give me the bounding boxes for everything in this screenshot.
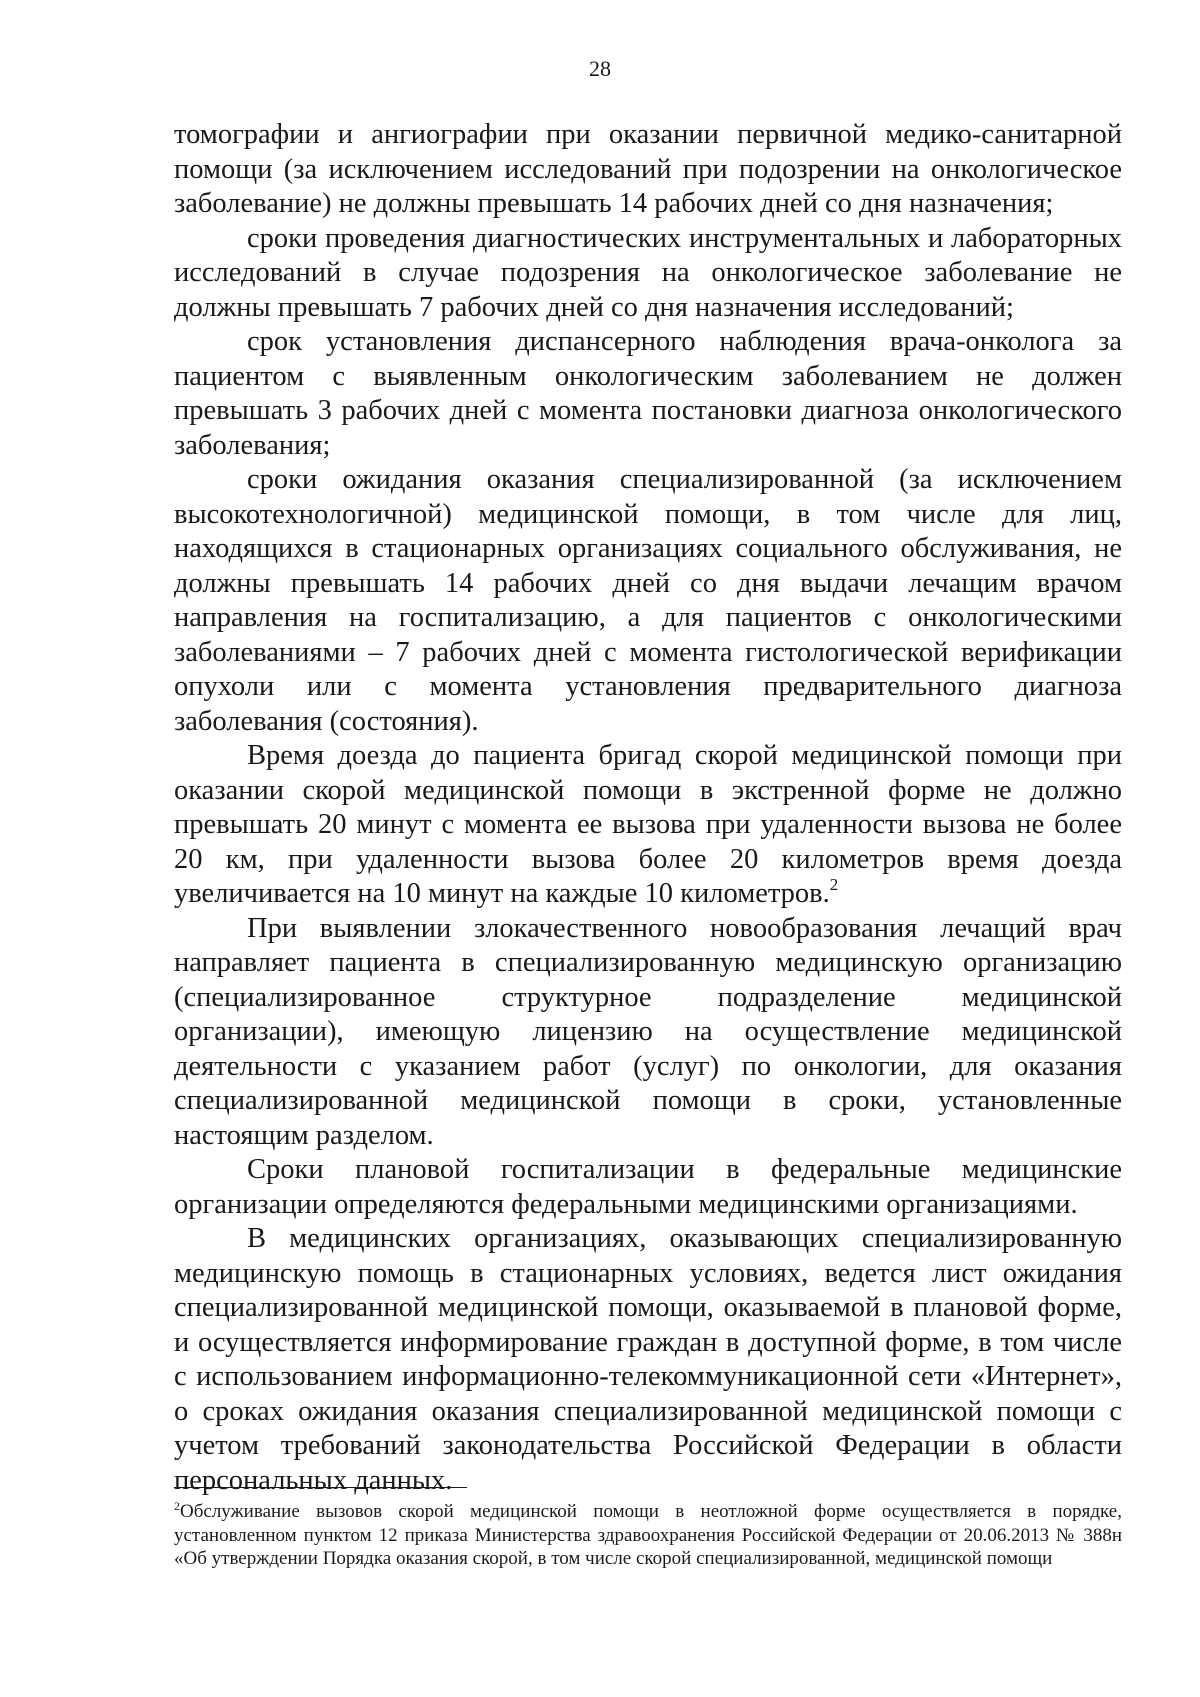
paragraph: В медицинских организациях, оказывающих специализированную медицинскую помощь в стационарных условиях, ведется лист ожидания специализированной медицинской помощи, оказываемой в плановой форме, и осуществляется информирование граждан в доступной форме, в том числе с использованием информационно-телекоммуникационной сети «Интернет», о сроках ожидания оказания специализированной медицинской помощи с учетом требований законодательства Российской Федерации в области персональных данных. bbox=[174, 1223, 1122, 1496]
footnote-reference[interactable]: 2 bbox=[829, 875, 839, 895]
paragraph-ambulance-time bbox=[174, 739, 1122, 912]
page-number: 28 bbox=[589, 56, 611, 81]
footnote-text: Обслуживание вызовов скорой медицинской помощи в неотложной форме осуществляется в порядке, установленном пунктом 12 приказа Министерства здравоохранения Российской Федерации от 20.06.2013 № 388н «Об утверждении Порядка оказания скорой, в том числе скорой специализированной, медицинской помощи bbox=[174, 1501, 1122, 1569]
paragraph: сроки проведения диагностических инструментальных и лабораторных исследований в случае подозрения на онкологическое заболевание не должны превышать 7 рабочих дней со дня назначения исследований; bbox=[174, 222, 1122, 323]
paragraph-continuation: томографии и ангиографии при оказании первичной медико-санитарной помощи (за исключением исследований при подозрении на онкологическое заболевание) не должны превышать 14 рабочих дней со дня назначения; bbox=[174, 119, 1122, 219]
footnote bbox=[174, 1500, 1122, 1571]
footnote-marker: 2 bbox=[174, 1498, 180, 1513]
paragraph: Сроки плановой госпитализации в федеральные медицинские организации определяются федеральными медицинскими организациями. bbox=[174, 1154, 1122, 1220]
paragraph-text: Время доезда до пациента бригад скорой медицинской помощи при оказании скорой медицинской помощи в экстренной форме не должно превышать 20 минут с момента ее вызова при удаленности вызова не более 20 км, при удаленности вызова более 20 километров время доезда увеличивается на 10 минут на каждые 10 километров. bbox=[174, 740, 1122, 909]
paragraph: При выявлении злокачественного новообразования лечащий врач направляет пациента в специализированную медицинскую организацию (специализированное структурное подразделение медицинской организации), имеющую лицензию на осуществление медицинской деятельности с указанием работ (услуг) по онкологии, для оказания специализированной медицинской помощи в сроки, установленные настоящим разделом. bbox=[174, 912, 1122, 1151]
paragraph: сроки ожидания оказания специализированной (за исключением высокотехнологичной) медицинской помощи, в том числе для лиц, находящихся в стационарных организациях социального обслуживания, не должны превышать 14 рабочих дней со дня выдачи лечащим врачом направления на госпитализацию, а для пациентов с онкологическими заболеваниями – 7 рабочих дней с момента гистологической верификации опухоли или с момента установления предварительного диагноза заболевания (состояния). bbox=[174, 464, 1122, 737]
document-body bbox=[174, 118, 1122, 1498]
paragraph: срок установления диспансерного наблюдения врача-онколога за пациентом с выявленным онкологическим заболеванием не должен превышать 3 рабочих дней с момента постановки диагноза онкологического заболевания; bbox=[174, 326, 1122, 461]
footnote-separator bbox=[174, 1487, 467, 1488]
